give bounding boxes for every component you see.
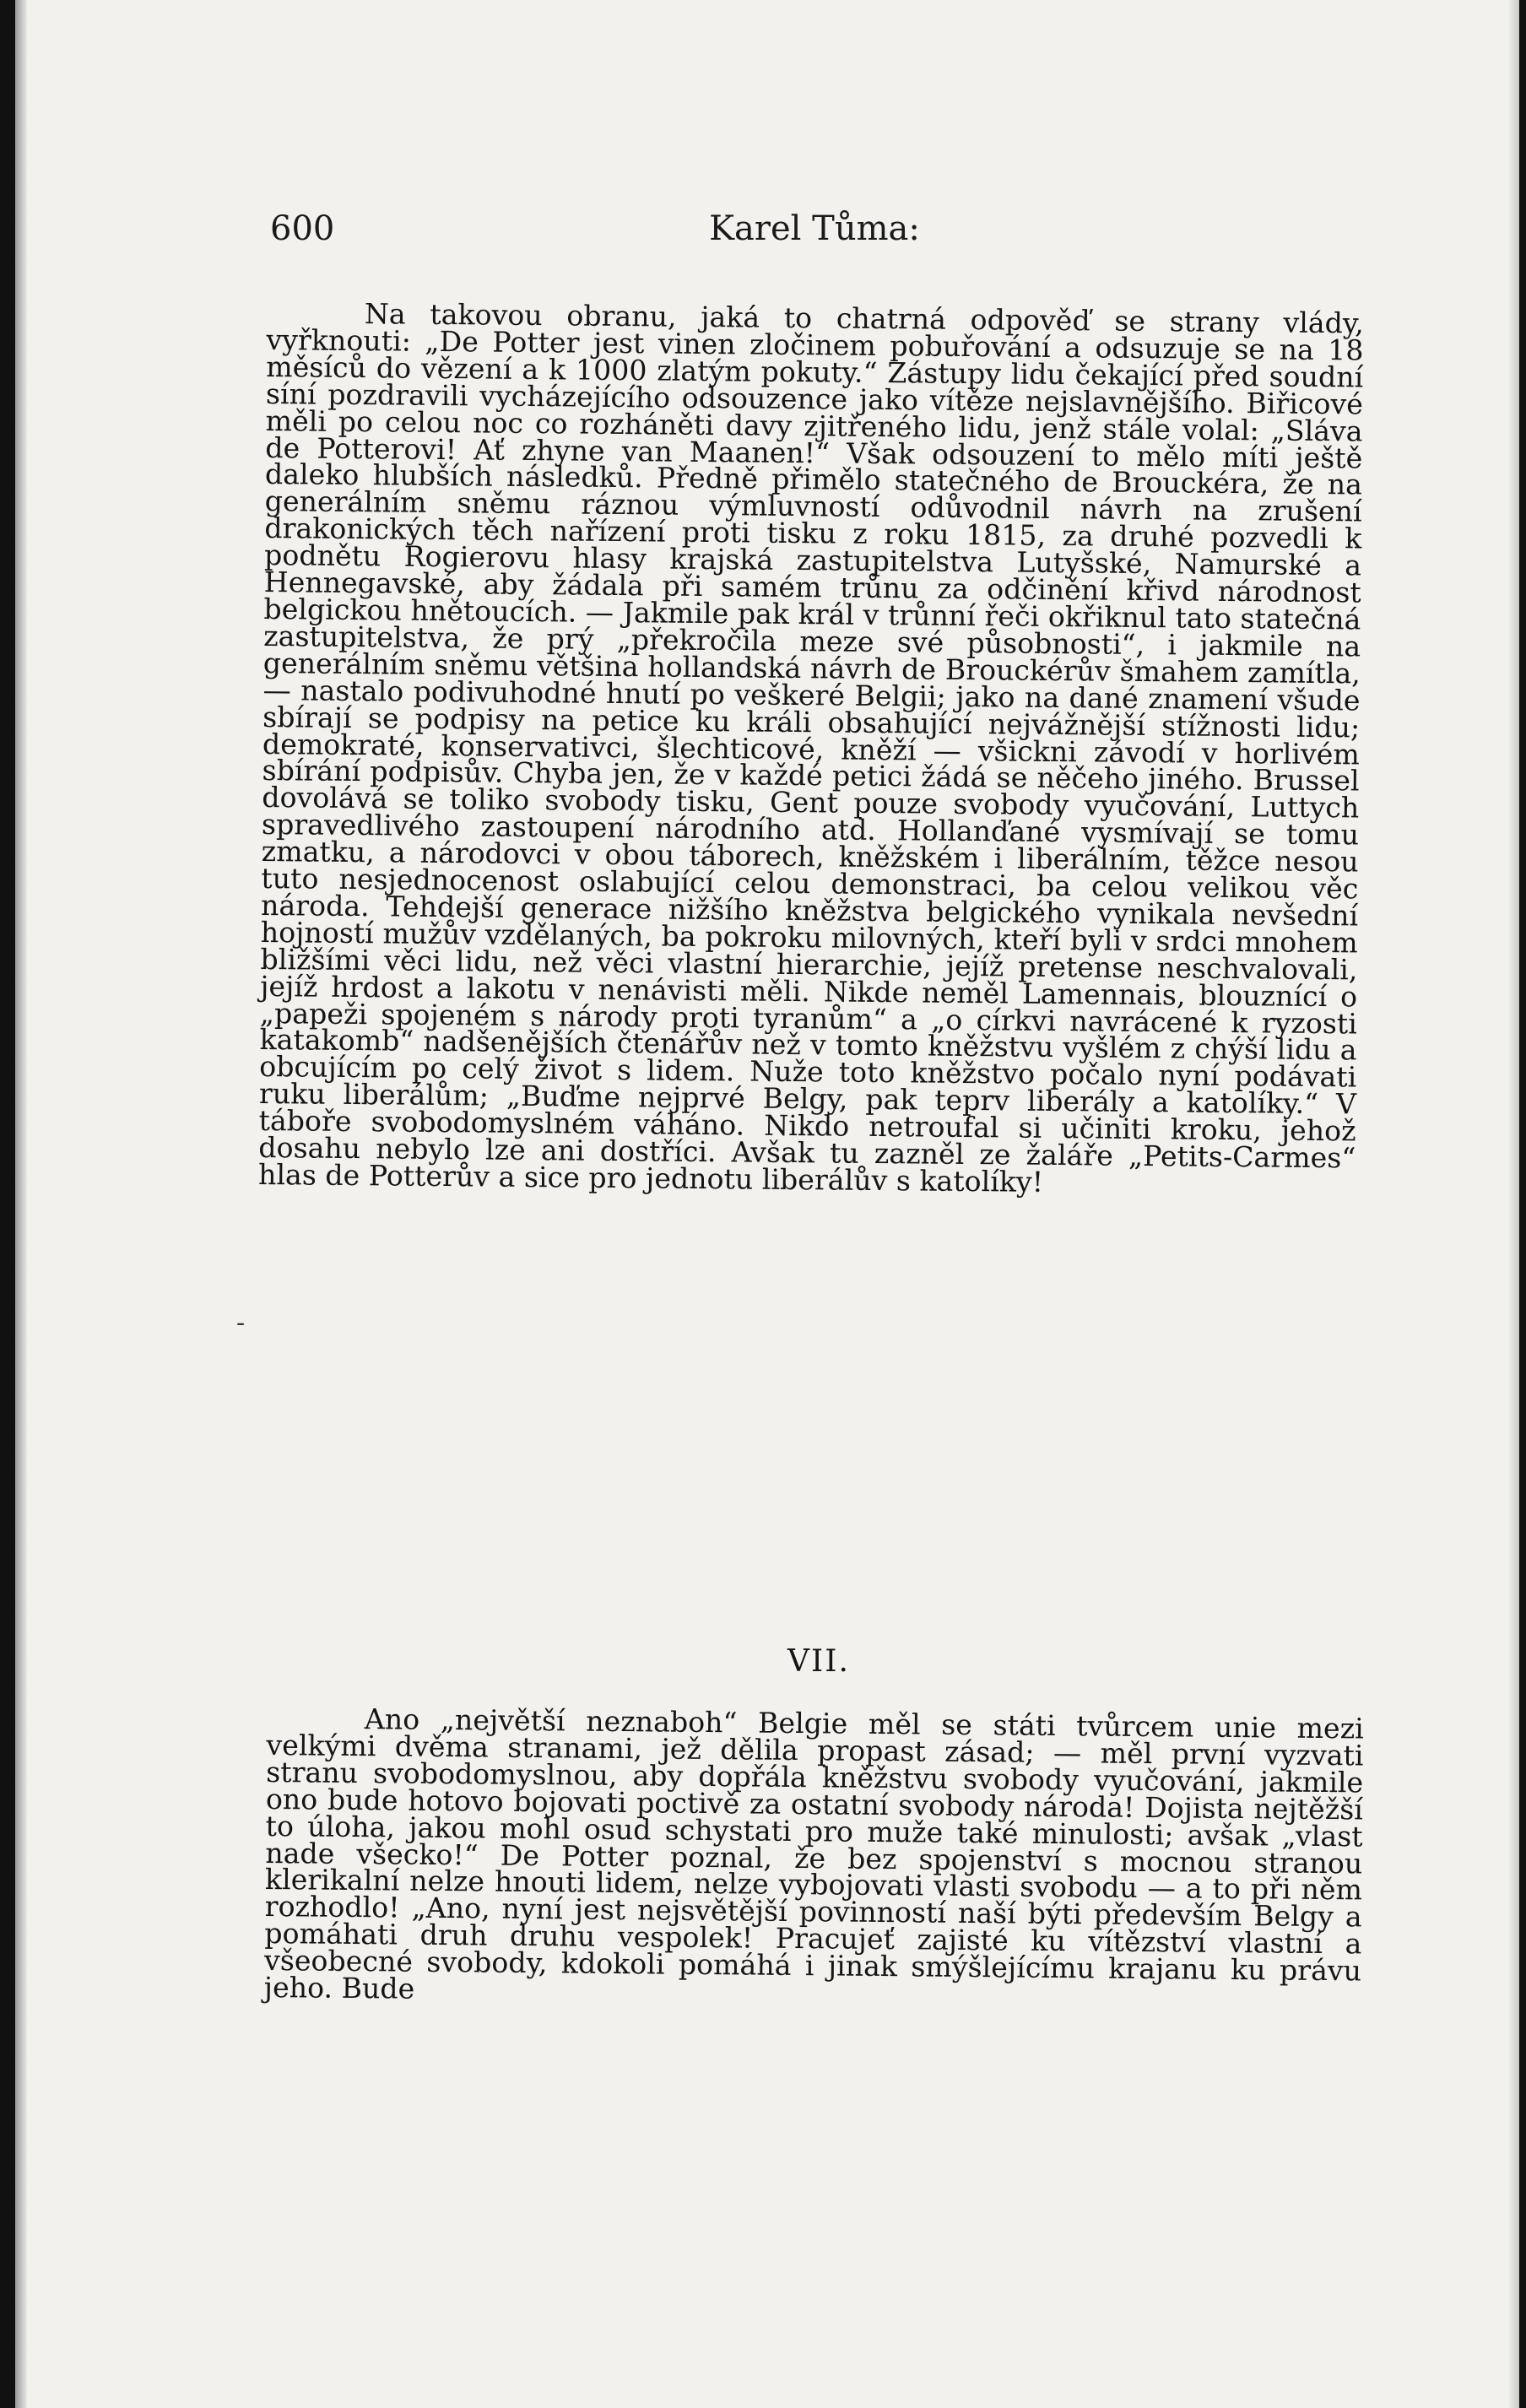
section-heading: VII.: [787, 1644, 850, 1679]
book-page: [15, 0, 1519, 2408]
running-header: [270, 209, 1359, 252]
margin-mark: -: [236, 1308, 246, 1338]
page-spine-shadow: [15, 0, 27, 2408]
running-title: Karel Tůma:: [709, 209, 920, 248]
body-paragraph-1: Na takovou obranu, jaká to chatrná odpověď se strany vlády, vyřknouti: „De Potter jest vinen zločinem pobuřování a odsuzuje se na 18 měsíců do vězení a k 1000 zlatým pokuty.“ Zástupy lidu čekající před soudní síní pozdravili vycházejícího odsouzence jako vítěze nejslavnějšího. Biřicové měli po celou noc co rozháněti davy zjitřeného lidu, jenž stále volal: „Sláva de Potterovi! Ať zhyne van Maanen!“ Však odsouzení to mělo míti ještě daleko hlubších následků. Předně přimělo statečného de Brouckéra, že na generálním sněmu ráznou výmluvností odůvodnil návrh na zrušení drakonických těch nařízení proti tisku z roku 1815, za druhé pozvedli k podnětu Rogierovu hlasy krajská zastupitelstva Lutyšské, Namurské a Hennegavské, aby žádala při samém trůnu za odčinění křivd národnost belgickou hnětoucích. — Jakmile pak král v trůnní řeči okřiknul tato statečná zastupitelstva, že prý „překročila meze své působnosti“, i jakmile na generálním sněmu většina hollandská návrh de Brouckérův šmahem zamítla, — nastalo podivuhodné hnutí po veškeré Belgii; jako na dané znamení všude sbírají se podpisy na petice ku králi obsahující nejvážnější stížnosti lidu; demokraté, konservativci, šlechticové, kněží — všickni závodí v horlivém sbírání podpisův. Chyba jen, že v každé petici žádá se něčeho jiného. Brussel dovolává se toliko svobody tisku, Gent pouze svobody vyučování, Luttych spravedlivého zastoupení národního atd. Hollanďané vysmívají se tomu zmatku, a národovci v obou táborech, kněžském i liberálním, těžce nesou tuto nesjednocenost oslabující celou demonstraci, ba celou velikou věc národa. Tehdejší generace nižšího kněžstva belgického vynikala nevšední hojností mužův vzdělaných, ba pokroku milovných, kteří byli v srdci mnohem bližšími věci lidu, než věci vlastní hierarchie, jejíž pretense neschvalovali, jejíž hrdost a lakotu v nenávisti měli. Nikde neměl Lamennais, blouznící o „papeži spojeném s národy proti tyranům“ a „o církvi navrácené k ryzosti katakomb“ nadšenějších čtenářův než v tomto kněžstvu vyšlém z chýší lidu a obcujícím po celý život s lidem. Nuže toto kněžstvo počalo nyní podávati ruku liberálům; „Buďme nejprvé Belgy, pak teprv liberály a katolíky.“ V táboře svobodomyslném váháno. Nikdo netroufal si učiniti kroku, jehož dosahu nebylo lze ani dostříci. Avšak tu zazněl ze žaláře „Petits-Carmes“ hlas de Potterův a sice pro jednotu liberálův s katolíky!: [257, 297, 1364, 1199]
body-paragraph-2: Ano „největší neznaboh“ Belgie měl se státi tvůrcem unie mezi velkými dvěma stranami, jež dělila propast zásad; — měl první vyzvati stranu svobodomyslnou, aby dopřála kněžstvu svobody vyučování, jakmile ono bude hotovo bojovati poctivě za ostatní svobody národa! Dojista nejtěžší to úloha, jakou mohl osud schystati pro muže také minulosti; avšak „vlast nade všecko!“ De Potter poznal, že bez spojenství s mocnou stranou klerikalní nelze hnouti lidem, nelze vybojovati vlasti svobodu — a to při něm rozhodlo! „Ano, nyní jest nejsvětější povinností naší býti především Belgy a pomáhati druh druhu vespolek! Pracujeť zajisté ku vítězství vlastní a všeobecné svobody, kdokoli pomáhá i jinak smýšlejícímu krajanu ku právu jeho. Bude: [263, 1702, 1364, 2005]
page-number: 600: [270, 209, 335, 248]
page-edge-shadow: [1507, 0, 1519, 2408]
